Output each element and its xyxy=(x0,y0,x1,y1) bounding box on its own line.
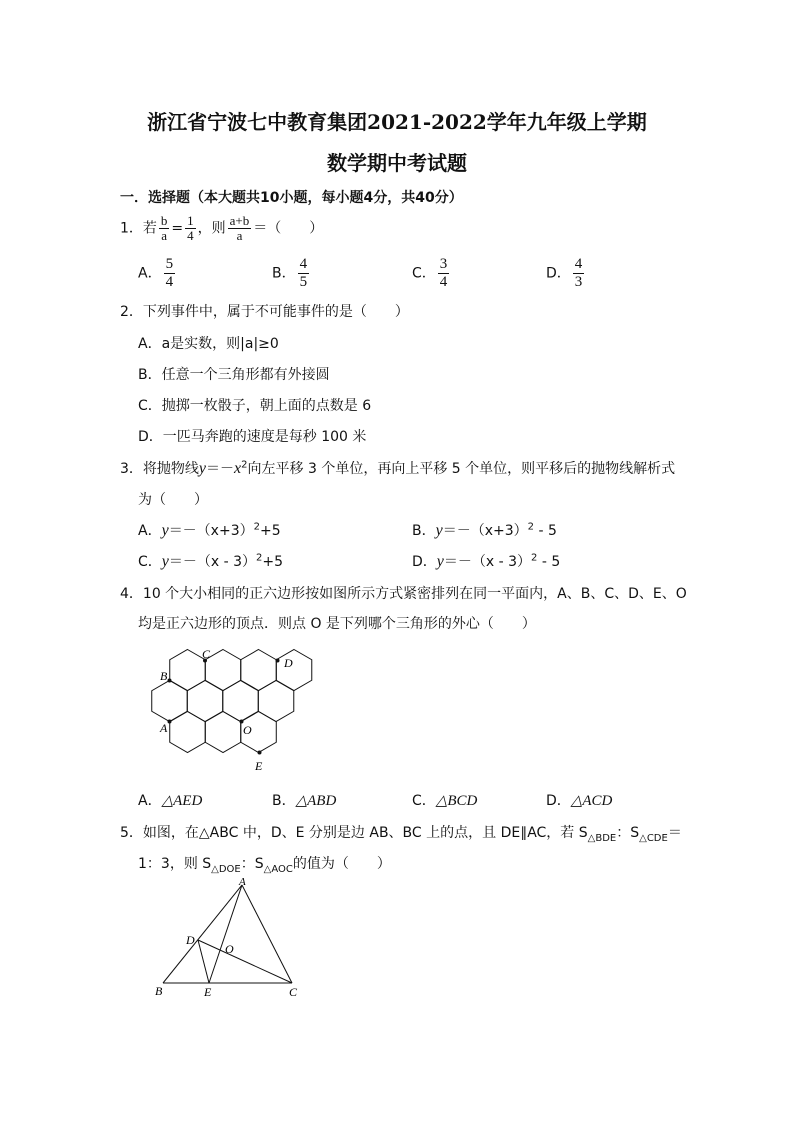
q1-opt-a-frac xyxy=(164,256,176,291)
q3-opt-a-y: y xyxy=(161,522,169,539)
q1-fraction-apb-over-a xyxy=(228,214,252,243)
tri-label-O: O xyxy=(225,942,234,956)
q2-option-c[interactable]: C．抛掷一枚骰子，朝上面的点数是 6 xyxy=(138,398,372,414)
q3-opt-d-expr: ＝－（x - 3） xyxy=(443,554,532,570)
dot-D xyxy=(276,659,280,663)
q5-colon2: ：S xyxy=(240,856,264,872)
segment-AE xyxy=(209,885,242,983)
section-heading: 一．选择题（本大题共10小题，每小题4分，共40分） xyxy=(120,190,463,206)
q3-opt-d-y: y xyxy=(436,553,444,570)
q3-opt-d-label: D． xyxy=(412,554,437,570)
q3-opt-b-y: y xyxy=(435,522,443,539)
page-title-line1: 浙江省宁波七中教育集团2021-2022学年九年级上学期 xyxy=(147,110,647,134)
q4-option-d[interactable] xyxy=(546,790,612,810)
q1-opt-c-num: 3 xyxy=(439,256,448,272)
q2-option-b[interactable]: B．任意一个三角形都有外接圆 xyxy=(138,367,330,383)
question-4-stem-cont: 均是正六边形的顶点．则点 O 是下列哪个三角形的外心（ ） xyxy=(138,616,536,632)
label-A: A xyxy=(160,721,168,735)
q4-opt-a-label: A． xyxy=(138,793,162,809)
label-C: C xyxy=(202,647,211,661)
q1-option-d[interactable] xyxy=(546,256,586,291)
q5-stem2-pre: 1：3，则 S xyxy=(138,856,212,872)
q2-option-a[interactable]: A．a是实数，则|a|≥0 xyxy=(138,336,279,352)
q3-option-a[interactable] xyxy=(138,520,281,540)
q1-opt-c-frac xyxy=(438,256,450,291)
q3-opt-d-sup: 2 xyxy=(531,552,538,564)
q1-option-b[interactable] xyxy=(272,256,311,291)
hexagon-7 xyxy=(258,681,294,722)
segment-DC xyxy=(198,940,292,983)
q1-opt-b-num: 4 xyxy=(299,256,308,272)
hexagon-5 xyxy=(187,681,223,722)
q5-stem1-post: ＝ xyxy=(667,825,682,841)
q1-f3-num: a+b xyxy=(229,213,250,228)
q5-stem1-pre: 5．如图，在△ABC 中，D、E 分别是边 AB、BC 上的点，且 DE∥AC，若 S xyxy=(120,825,588,841)
q1-f3-den: a xyxy=(236,228,243,243)
q1-post: ＝（ ） xyxy=(253,220,324,237)
q3-opt-a-label: A． xyxy=(138,523,162,539)
q1-opt-d-frac xyxy=(573,256,585,291)
q1-opt-d-den: 3 xyxy=(574,274,583,290)
q4-opt-c-label: C． xyxy=(412,793,436,809)
q1-fraction-1-over-4 xyxy=(185,214,196,243)
q3-opt-c-label: C． xyxy=(138,554,162,570)
q1-opt-a-label: A． xyxy=(138,265,162,282)
q3-stem-sup: 2 xyxy=(241,459,248,471)
hexagon-1 xyxy=(205,650,241,691)
tri-label-B: B xyxy=(155,984,163,998)
q1-f2-num: 1 xyxy=(187,213,194,228)
q1-opt-a-num: 5 xyxy=(165,256,174,272)
q5-stem2-post: 的值为（ ） xyxy=(292,856,391,872)
label-O: O xyxy=(243,723,252,737)
q3-stem-x: x xyxy=(234,460,242,477)
question-4-stem: 4．10 个大小相同的正六边形按如图所示方式紧密排列在同一平面内，A、B、C、D、E、O xyxy=(120,586,687,602)
q1-pre: 若 xyxy=(142,220,157,237)
q3-option-c[interactable] xyxy=(138,551,283,571)
q3-opt-a-tail: +5 xyxy=(260,523,281,539)
label-E: E xyxy=(255,759,263,773)
q1-f1-num: b xyxy=(160,213,168,228)
q1-mid: ，则 xyxy=(197,220,226,237)
q4-opt-b-label: B． xyxy=(272,793,296,809)
q5-colon: ：S xyxy=(616,825,640,841)
q3-stem-pre: 3．将抛物线 xyxy=(120,461,199,477)
q3-stem-post: 向左平移 3 个单位，再向上平移 5 个单位，则平移后的抛物线解析式 xyxy=(247,461,676,477)
hexagon-9 xyxy=(205,712,241,753)
q3-stem-y: y xyxy=(198,460,207,477)
q3-opt-b-tail: - 5 xyxy=(534,523,557,539)
q3-opt-a-expr: ＝－（x+3） xyxy=(168,523,254,539)
q4-option-b[interactable] xyxy=(272,790,336,810)
q3-opt-b-label: B． xyxy=(412,523,436,539)
q1-f2-den: 4 xyxy=(187,228,194,243)
dot-E xyxy=(258,751,262,755)
tri-label-C: C xyxy=(289,985,298,999)
q4-option-c[interactable] xyxy=(412,790,477,810)
q1-opt-b-frac xyxy=(298,256,310,291)
q3-option-b[interactable] xyxy=(412,520,557,540)
q1-num: 1． xyxy=(120,220,143,237)
segment-AB xyxy=(163,885,242,983)
q5-sub3: △DOE xyxy=(211,863,241,875)
q3-opt-c-y: y xyxy=(161,553,169,570)
q4-option-a[interactable] xyxy=(138,790,202,810)
q1-eq: = xyxy=(171,220,184,237)
hexagon-0 xyxy=(170,650,206,691)
q3-stem-eq: ＝－ xyxy=(206,461,235,477)
q1-opt-c-label: C． xyxy=(412,265,436,282)
q3-opt-d-tail: - 5 xyxy=(537,554,561,570)
q5-sub1: △BDE xyxy=(587,832,617,844)
q4-opt-d-text: △ACD xyxy=(570,793,613,809)
q1-option-a[interactable] xyxy=(138,256,177,291)
question-3-stem-cont: 为（ ） xyxy=(138,492,208,508)
page-title-line2: 数学期中考试题 xyxy=(327,151,467,175)
q1-opt-b-label: B． xyxy=(272,265,296,282)
hexagon-6 xyxy=(223,681,259,722)
label-D: D xyxy=(284,656,293,670)
question-5-stem-cont xyxy=(138,853,391,873)
hexagon-3 xyxy=(276,650,312,691)
q3-opt-c-expr: ＝－（x - 3） xyxy=(168,554,257,570)
q4-opt-b-text: △ABD xyxy=(295,793,337,809)
q1-fraction-b-over-a xyxy=(159,214,170,243)
triangle-figure xyxy=(145,875,315,1000)
q3-opt-c-sup: 2 xyxy=(256,552,263,564)
tri-label-A: A xyxy=(239,876,246,888)
hexagon-figure xyxy=(140,640,320,780)
label-B: B xyxy=(160,669,168,683)
hexagon-2 xyxy=(241,650,277,691)
q3-option-d[interactable] xyxy=(412,551,560,571)
tri-label-E: E xyxy=(204,985,212,999)
hexagon-8 xyxy=(170,712,206,753)
q1-opt-d-num: 4 xyxy=(574,256,583,272)
dot-B xyxy=(168,679,172,683)
q3-opt-a-sup: 2 xyxy=(253,521,260,533)
tri-label-D: D xyxy=(186,933,195,947)
segment-DE xyxy=(198,940,209,983)
q3-opt-b-sup: 2 xyxy=(527,521,535,533)
q1-opt-d-label: D． xyxy=(546,265,571,282)
q1-opt-c-den: 4 xyxy=(439,274,448,290)
q5-sub4: △AOC xyxy=(263,863,293,875)
question-5-stem xyxy=(120,822,682,842)
q4-opt-d-label: D． xyxy=(546,793,571,809)
dot-A xyxy=(168,720,172,724)
q4-opt-c-text: △BCD xyxy=(435,793,478,809)
q1-f1-den: a xyxy=(161,228,168,243)
q5-sub2: △CDE xyxy=(639,832,668,844)
question-1-stem xyxy=(120,214,323,243)
q2-option-d[interactable]: D．一匹马奔跑的速度是每秒 100 米 xyxy=(138,429,367,445)
q1-opt-a-den: 4 xyxy=(165,274,174,290)
q1-option-c[interactable] xyxy=(412,256,451,291)
segment-CA xyxy=(242,885,292,983)
q4-opt-a-text: △AED xyxy=(161,793,203,809)
question-3-stem xyxy=(120,458,675,478)
hexagon-4 xyxy=(152,681,188,722)
q1-opt-b-den: 5 xyxy=(299,274,308,290)
q3-opt-c-tail: +5 xyxy=(262,554,284,570)
q3-opt-b-expr: ＝－（x+3） xyxy=(442,523,528,539)
question-2-stem: 2．下列事件中，属于不可能事件的是（ ） xyxy=(120,304,409,320)
